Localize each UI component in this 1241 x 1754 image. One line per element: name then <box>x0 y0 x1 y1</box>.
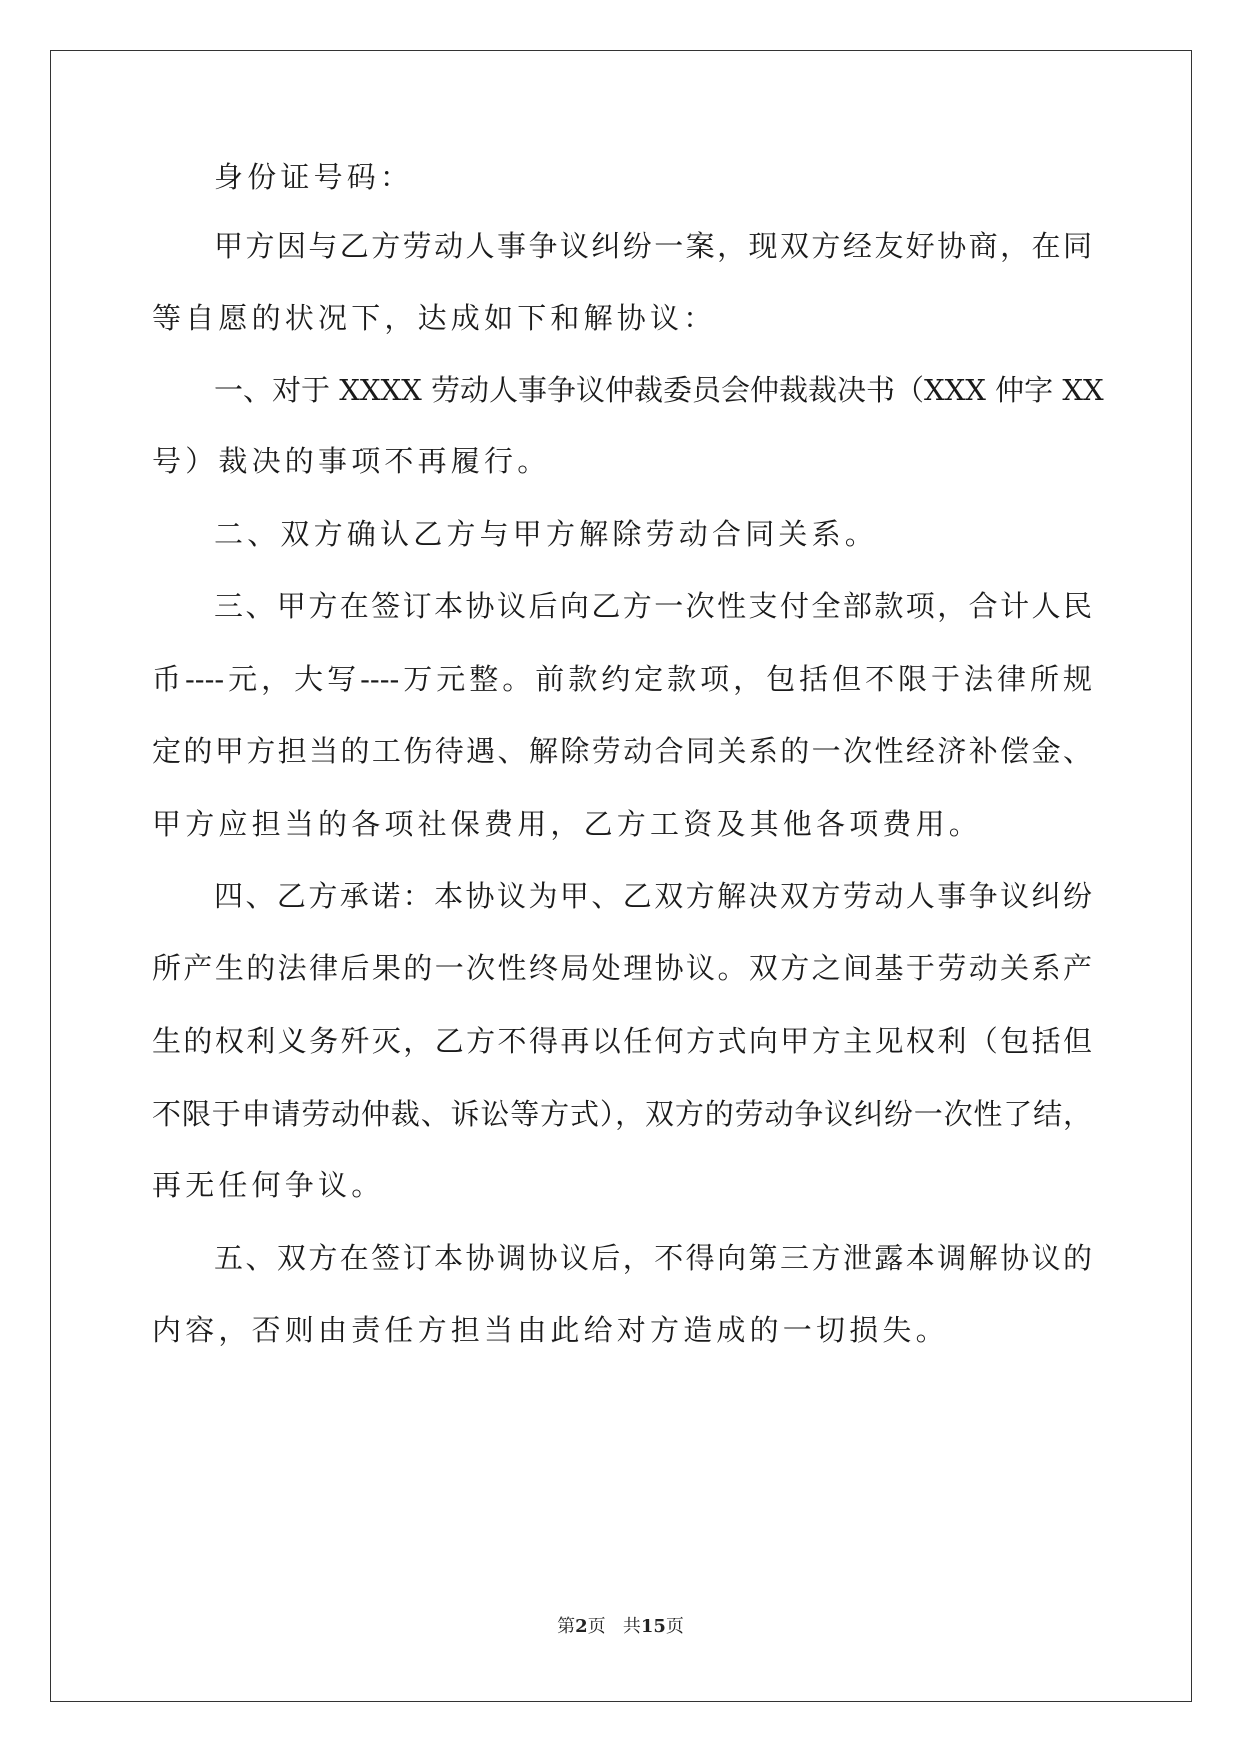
text-line: 生的权利义务歼灭，乙方不得再以任何方式向甲方主见权利（包括但 <box>152 1024 1092 1058</box>
text-line: 所产生的法律后果的一次性终局处理协议。双方之间基于劳动关系产 <box>152 951 1092 985</box>
text-line: 甲方因与乙方劳动人事争议纠纷一案，现双方经友好协商，在同 <box>214 229 1092 263</box>
text-line: 号）裁决的事项不再履行。 <box>152 444 551 478</box>
text-line: 不限于申请劳动仲裁、诉讼等方式），双方的劳动争议纠纷一次性了结， <box>152 1097 1092 1131</box>
footer-page-suffix: 页 <box>587 1616 606 1637</box>
footer-total-prefix: 共 <box>622 1616 641 1637</box>
footer-page-number: 2 <box>575 1616 588 1637</box>
text-line-id-number: 身份证号码： <box>214 160 414 194</box>
page-footer <box>0 1612 1241 1638</box>
footer-total-pages: 15 <box>640 1616 666 1637</box>
footer-prefix: 第 <box>557 1616 576 1637</box>
text-line: 等自愿的状况下，达成如下和解协议： <box>152 301 717 335</box>
text-line: 五、双方在签订本协调协议后，不得向第三方泄露本调解协议的 <box>214 1241 1092 1275</box>
footer-total-suffix: 页 <box>665 1616 684 1637</box>
text-line: 二、双方确认乙方与甲方解除劳动合同关系。 <box>214 517 879 551</box>
text-line: 币----元，大写----万元整。前款约定款项，包括但不限于法律所规 <box>152 662 1092 696</box>
text-line: 再无任何争议。 <box>152 1168 385 1202</box>
text-line: 三、甲方在签订本协议后向乙方一次性支付全部款项，合计人民 <box>214 589 1092 623</box>
text-line: 甲方应担当的各项社保费用，乙方工资及其他各项费用。 <box>152 807 983 841</box>
text-line: 定的甲方担当的工伤待遇、解除劳动合同关系的一次性经济补偿金、 <box>152 734 1092 768</box>
text-line: 四、乙方承诺：本协议为甲、乙双方解决双方劳动人事争议纠纷 <box>214 879 1092 913</box>
text-line: 内容，否则由责任方担当由此给对方造成的一切损失。 <box>152 1313 949 1347</box>
text-line: 一、对于 XXXX 劳动人事争议仲裁委员会仲裁裁决书（XXX 仲字 XX <box>214 373 1104 407</box>
